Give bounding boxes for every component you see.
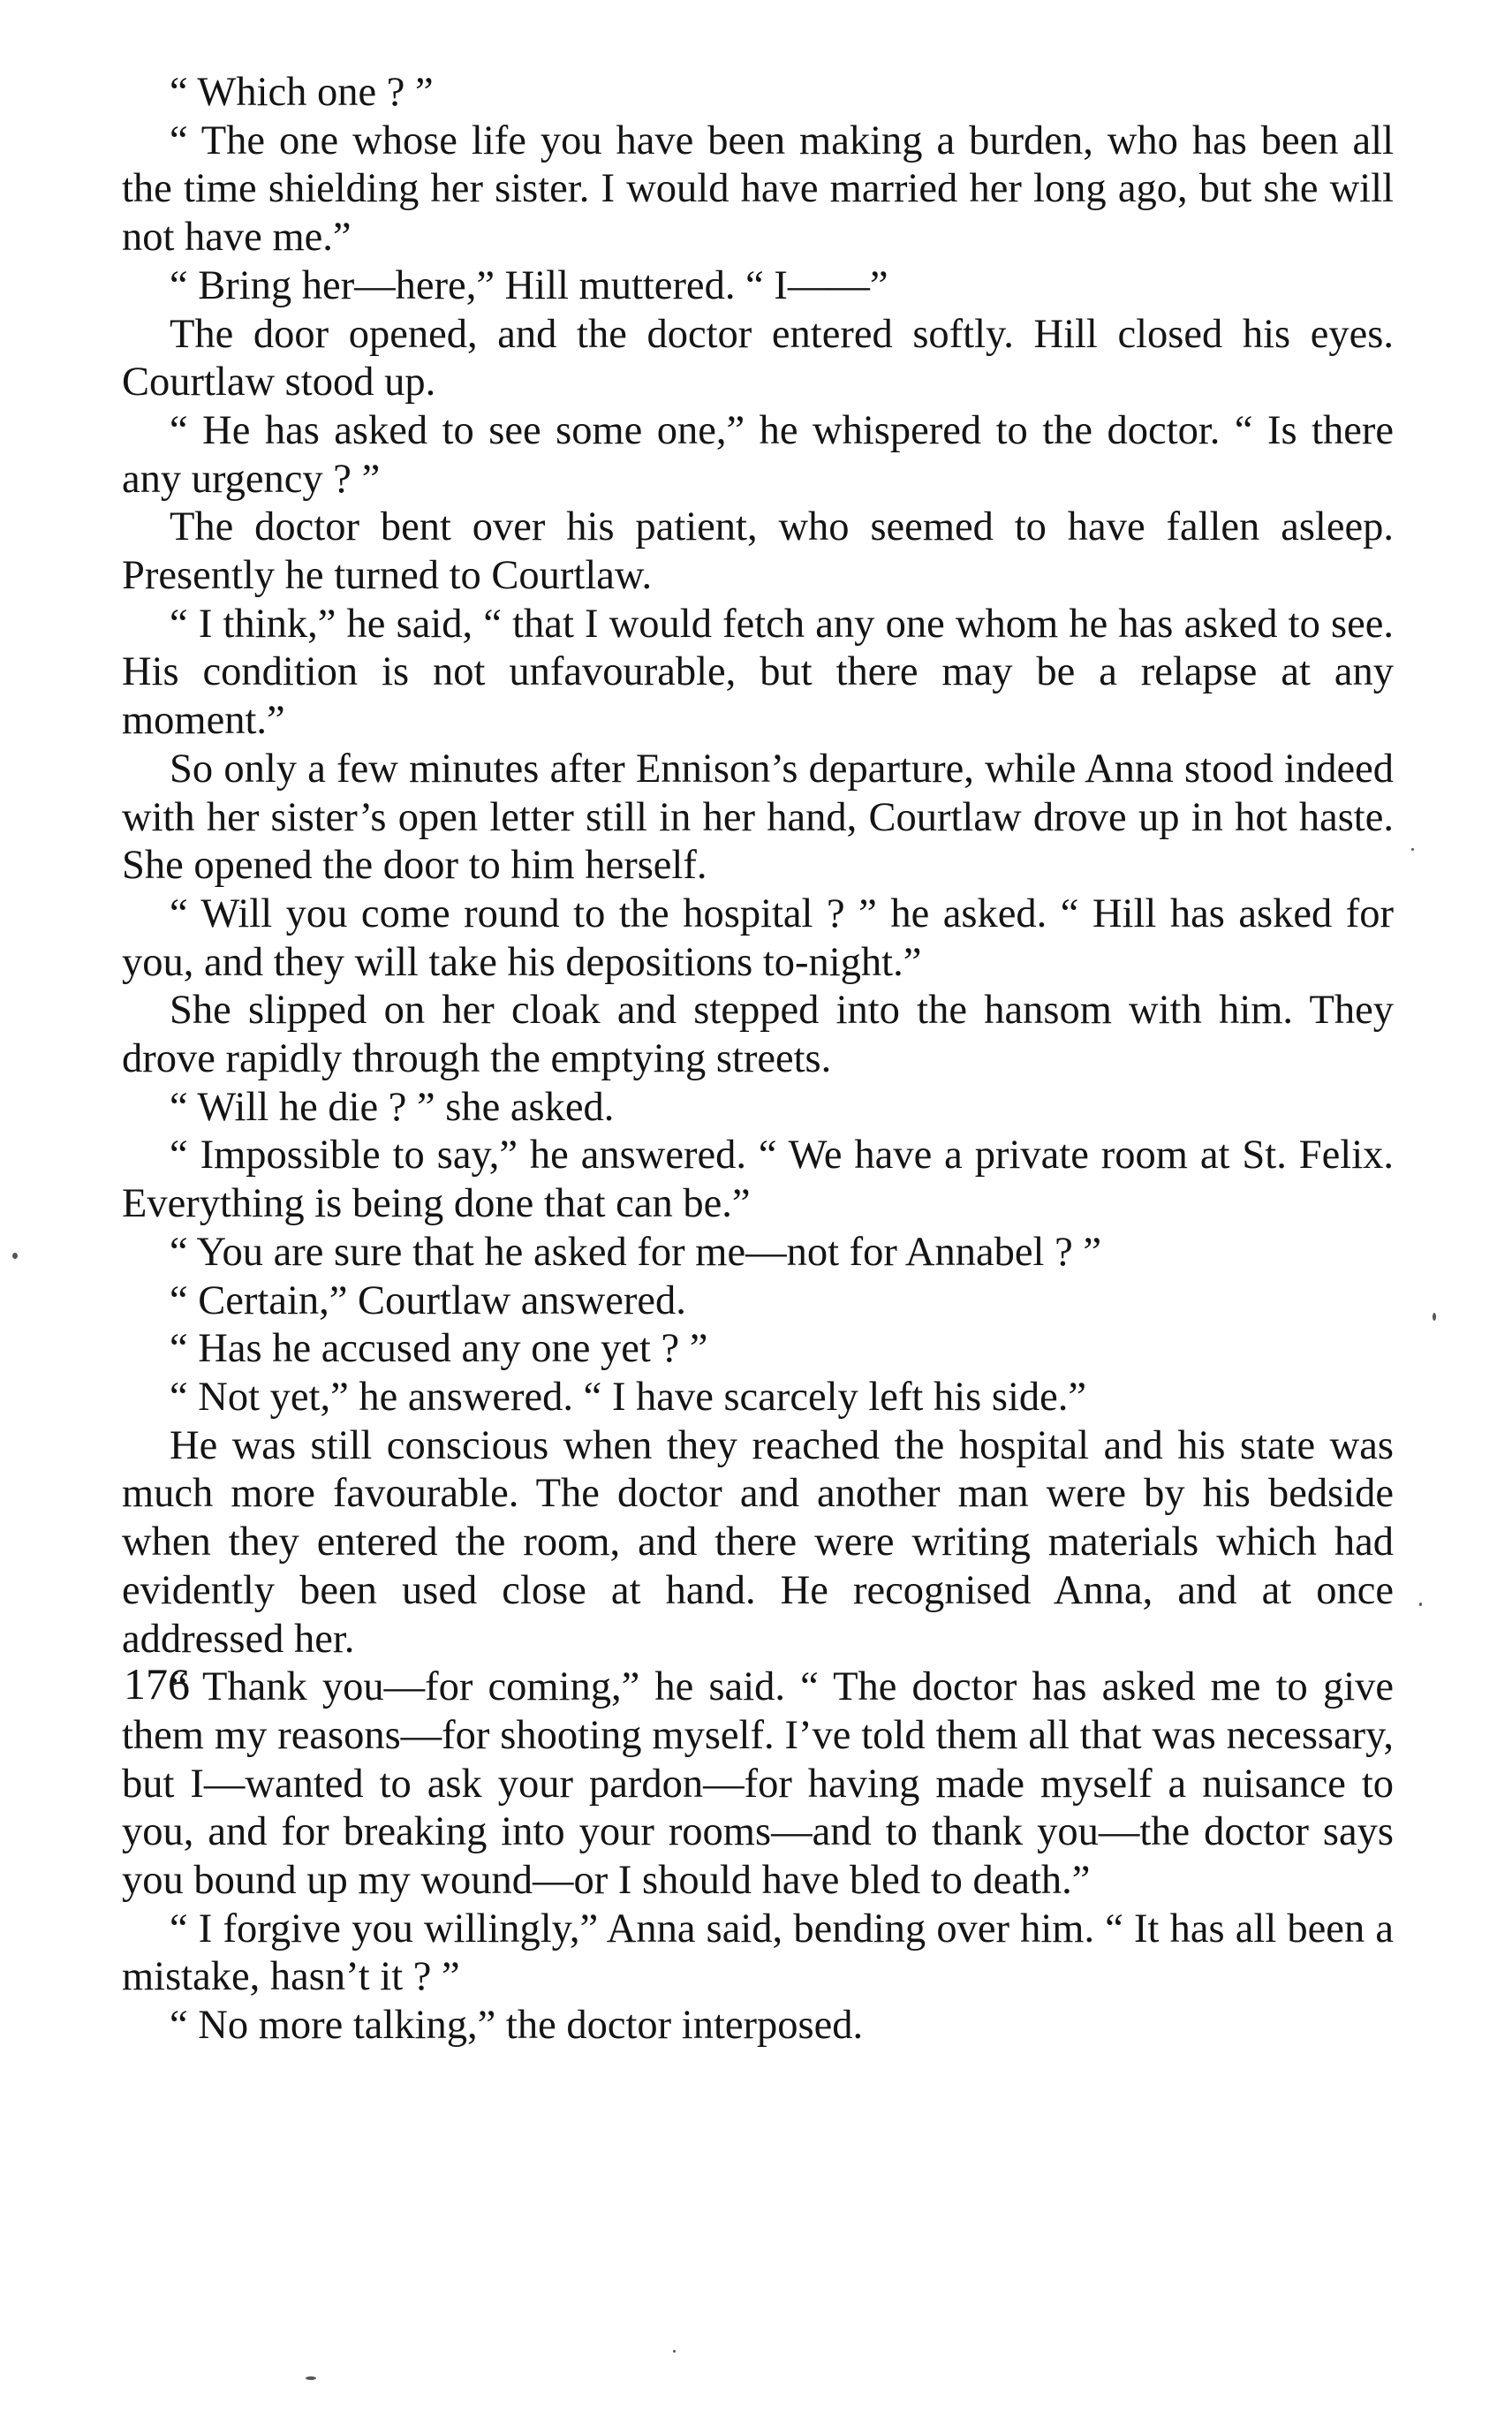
paragraph: “ Thank you—for coming,” he said. “ The doctor has asked me to give them my reasons—for shooting myself. I’ve told them all that was necessary, but I—wanted to ask your pardon—for having made myself a nuisance to you, and for breaking into your rooms—and to thank you—the doctor says you bound up my wound—or I should have bled to death.” [122, 1664, 1394, 1904]
scan-speck [673, 2350, 676, 2353]
scan-speck [1419, 1603, 1422, 1606]
paragraph: “ Will he die ? ” she asked. [170, 1084, 615, 1130]
paragraph: “ No more talking,” the doctor interposed. [170, 2003, 864, 2049]
paragraph: She slipped on her cloak and stepped into the hansom with him. They drove rapidly through the emptying streets. [122, 988, 1394, 1082]
paragraph: The door opened, and the doctor entered softly. Hill closed his eyes. Courtlaw stood up. [122, 311, 1394, 405]
paragraph: “ Certain,” Courtlaw answered. [170, 1277, 686, 1323]
paragraph: “ I think,” he said, “ that I would fetch any one whom he has asked to see. His condition is not unfavourable, but there may be a relapse at any moment.” [122, 601, 1394, 744]
book-page [122, 69, 1394, 2050]
paragraph: “ Has he accused any one yet ? ” [170, 1326, 708, 1372]
paragraph: “ He has asked to see some one,” he whispered to the doctor. “ Is there any urgency ? ” [122, 407, 1394, 502]
paragraph: “ You are sure that he asked for me—not for Annabel ? ” [170, 1229, 1101, 1275]
paragraph: He was still conscious when they reached the hospital and his state was much more favourable. The doctor and another man were by his bedside when they entered the room, and there were writing materials which had evidently been used close at hand. He recognised Anna, and at once addressed her. [122, 1422, 1394, 1662]
paragraph: “ Bring her—here,” Hill muttered. “ I——” [170, 262, 888, 308]
paragraph: “ Impossible to say,” he answered. “ We have a private room at St. Felix. Everything is being done that can be.” [122, 1133, 1394, 1227]
paragraph: The doctor bent over his patient, who seemed to have fallen asleep. Presently he turned to Courtlaw. [122, 504, 1394, 599]
paragraph: “ Not yet,” he answered. “ I have scarcely left his side.” [170, 1374, 1087, 1420]
paragraph: “ I forgive you willingly,” Anna said, bending over him. “ It has all been a mistake, hasn’t it ? ” [122, 1906, 1394, 2000]
scan-speck [1433, 1313, 1436, 1321]
page-number: 176 [124, 1659, 190, 1709]
scan-speck [306, 2376, 316, 2380]
scan-speck [1411, 848, 1414, 851]
paragraph: So only a few minutes after Ennison’s departure, while Anna stood indeed with her sister’s open letter still in her hand, Courtlaw drove up in hot haste. She opened the door to him herself. [122, 746, 1394, 889]
scan-speck [12, 1253, 18, 1259]
paragraph: “ Will you come round to the hospital ? ” he asked. “ Hill has asked for you, and they will take his depositions to-night.” [122, 890, 1394, 985]
paragraph: “ The one whose life you have been making a burden, who has been all the time shielding her sister. I would have married her long ago, but she will not have me.” [122, 117, 1394, 261]
paragraph: “ Which one ? ” [170, 70, 434, 115]
